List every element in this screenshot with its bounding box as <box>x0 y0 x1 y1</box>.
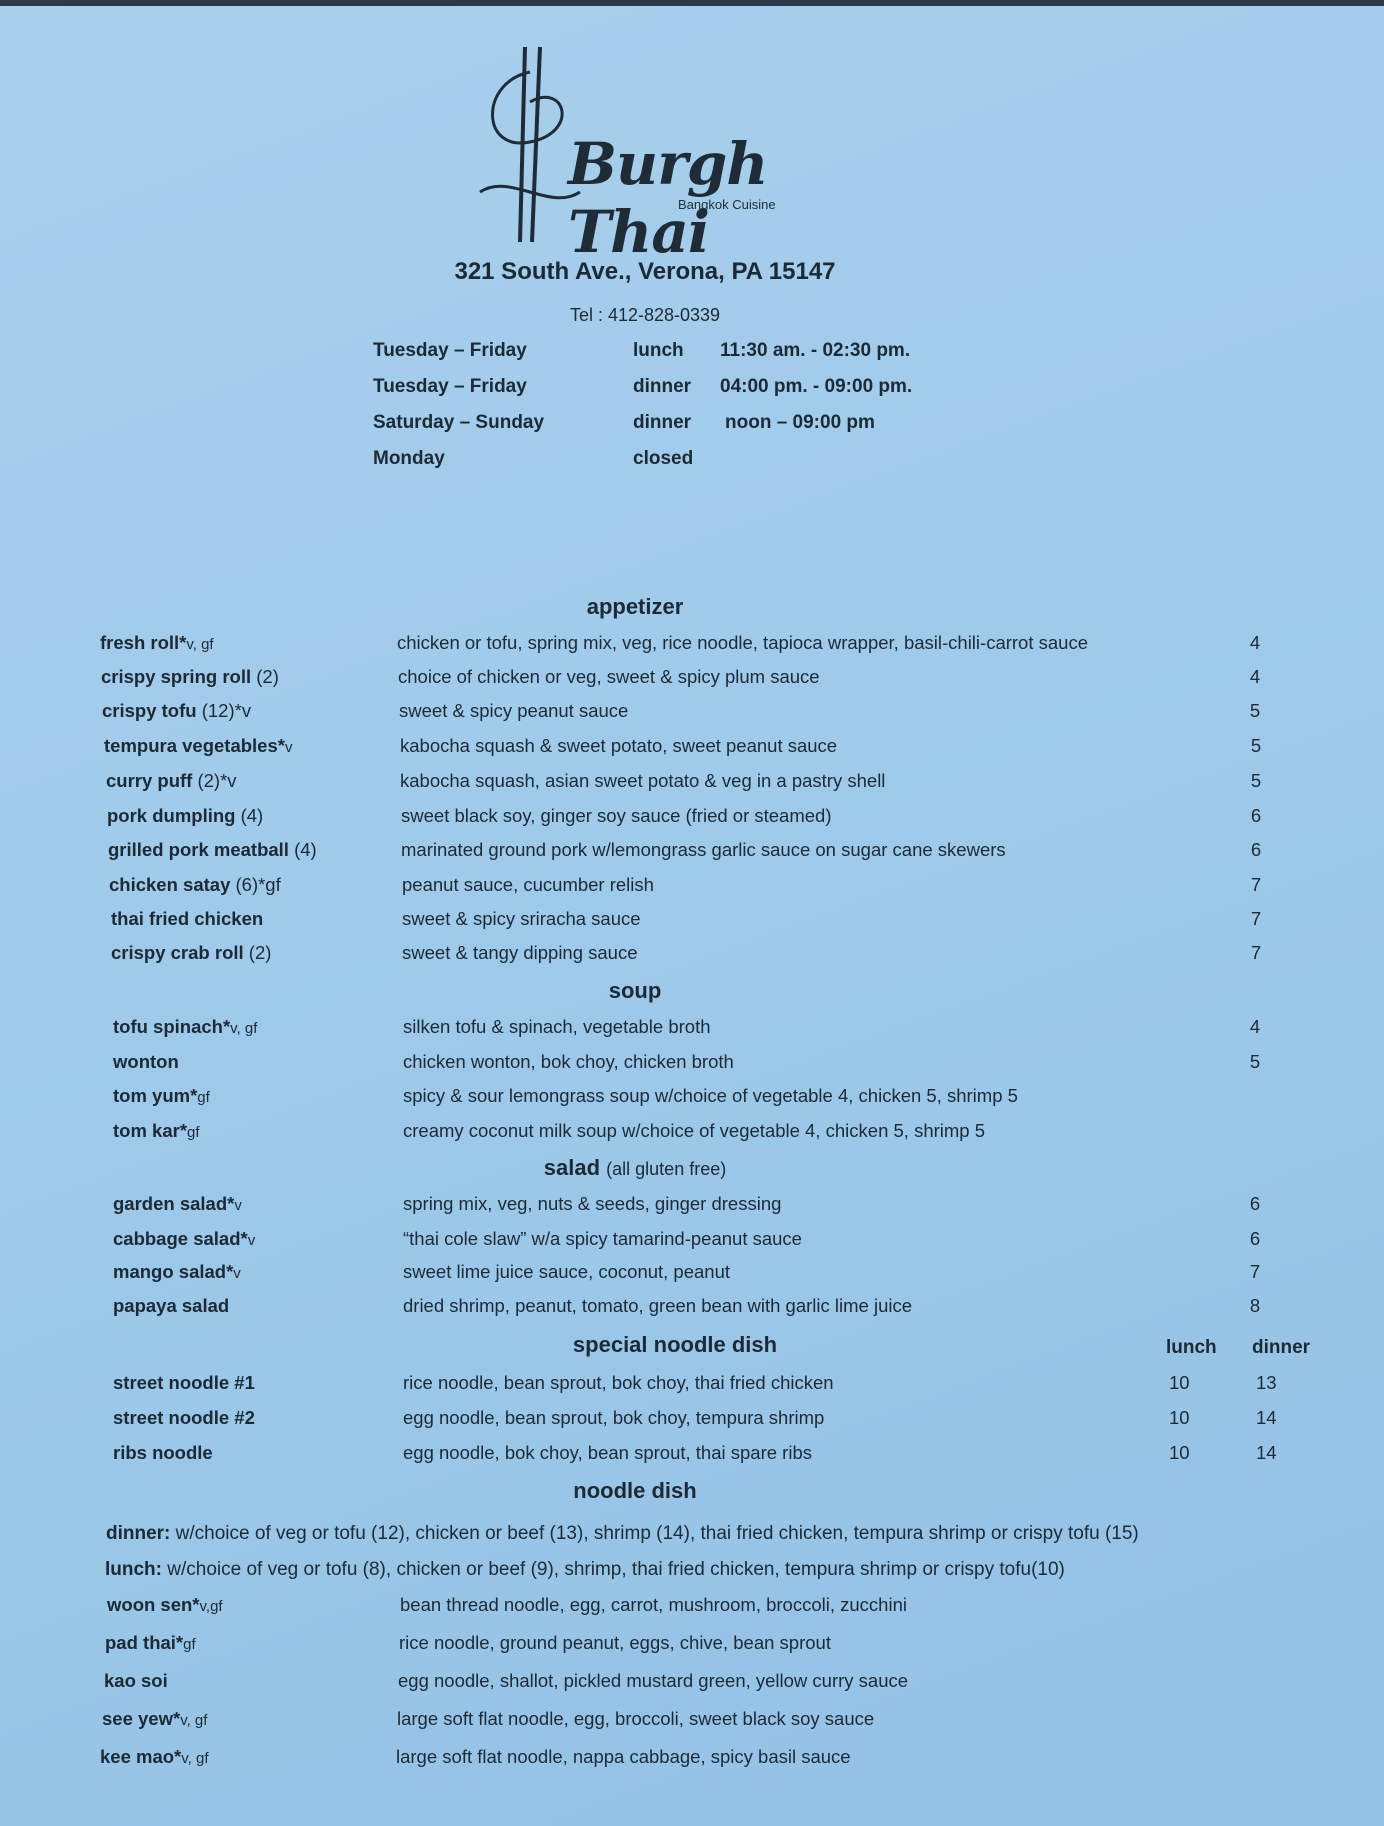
item-description: “thai cole slaw” w/a spicy tamarind-peanut sauce <box>403 1228 802 1249</box>
item-price: 5 <box>1250 770 1262 791</box>
item-price: 6 <box>1249 1228 1261 1249</box>
menu-item <box>0 770 1384 798</box>
noodle-lunch-pricing: lunch: w/choice of veg or tofu (8), chicken or beef (9), shrimp, thai fried chicken, tempura shrimp or crispy tofu(10) <box>105 1559 1065 1580</box>
item-price-dinner: 14 <box>1256 1407 1277 1428</box>
menu-item <box>0 700 1384 728</box>
column-header-lunch: lunch <box>1166 1337 1217 1358</box>
item-price: 7 <box>1250 942 1262 963</box>
item-description: sweet & spicy sriracha sauce <box>402 908 641 929</box>
item-name: street noodle #1 <box>113 1372 255 1393</box>
section-title-salad: salad (all gluten free) <box>543 1155 727 1180</box>
menu-item <box>0 1051 1384 1079</box>
restaurant-phone: Tel : 412-828-0339 <box>569 305 721 325</box>
menu-item <box>0 735 1384 763</box>
menu-item <box>0 632 1384 660</box>
item-price: 5 <box>1250 735 1262 756</box>
item-description: spring mix, veg, nuts & seeds, ginger dressing <box>403 1193 782 1214</box>
menu-item <box>0 1372 1384 1400</box>
item-description: egg noodle, shallot, pickled mustard green, yellow curry sauce <box>398 1670 909 1691</box>
item-description: egg noodle, bok choy, bean sprout, thai spare ribs <box>403 1442 812 1463</box>
item-description: large soft flat noodle, nappa cabbage, spicy basil sauce <box>396 1746 851 1767</box>
item-name: garden salad*v <box>113 1193 242 1214</box>
item-description: marinated ground pork w/lemongrass garlic sauce on sugar cane skewers <box>401 839 1006 860</box>
item-description: kabocha squash & sweet potato, sweet peanut sauce <box>400 735 838 756</box>
item-description: sweet black soy, ginger soy sauce (fried or steamed) <box>401 805 832 826</box>
restaurant-logo <box>470 42 810 266</box>
hours-time: 04:00 pm. - 09:00 pm. <box>720 376 913 397</box>
menu-item <box>0 1670 1384 1698</box>
menu-item <box>0 1594 1384 1622</box>
item-description: peanut sauce, cucumber relish <box>402 874 654 895</box>
item-name: fresh roll*v, gf <box>100 632 214 653</box>
item-price: 6 <box>1250 839 1262 860</box>
hours-meal: lunch <box>633 340 684 361</box>
item-description: sweet lime juice sauce, coconut, peanut <box>403 1261 731 1282</box>
menu-item <box>0 908 1384 936</box>
item-name: crispy spring roll (2) <box>101 666 279 687</box>
item-description: spicy & sour lemongrass soup w/choice of vegetable 4, chicken 5, shrimp 5 <box>403 1085 1018 1106</box>
logo-subtitle: Bangkok Cuisine <box>678 197 776 212</box>
item-price-lunch: 10 <box>1169 1372 1190 1393</box>
item-description: rice noodle, bean sprout, bok choy, thai fried chicken <box>403 1372 834 1393</box>
menu-item <box>0 1016 1384 1044</box>
menu-item <box>0 805 1384 833</box>
paper-top-edge <box>0 0 1384 6</box>
item-name: cabbage salad*v <box>113 1228 256 1249</box>
menu-item <box>0 1261 1384 1289</box>
item-name: woon sen*v,gf <box>107 1594 223 1615</box>
menu-item <box>0 1228 1384 1256</box>
item-price-lunch: 10 <box>1169 1407 1190 1428</box>
item-price-lunch: 10 <box>1169 1442 1190 1463</box>
hours-days: Tuesday – Friday <box>373 340 527 361</box>
item-name: pad thai*gf <box>105 1632 196 1653</box>
hours-days: Saturday – Sunday <box>373 412 545 433</box>
hours-meal: closed <box>633 448 694 469</box>
menu-item <box>0 1193 1384 1221</box>
item-description: sweet & tangy dipping sauce <box>402 942 638 963</box>
item-price: 7 <box>1250 908 1262 929</box>
item-price: 7 <box>1249 1261 1261 1282</box>
item-description: silken tofu & spinach, vegetable broth <box>403 1016 711 1037</box>
item-price: 6 <box>1249 1193 1261 1214</box>
menu-item <box>0 1708 1384 1736</box>
hours-time: noon – 09:00 pm <box>725 412 875 433</box>
item-name: street noodle #2 <box>113 1407 255 1428</box>
item-price-dinner: 14 <box>1256 1442 1277 1463</box>
item-name: wonton <box>113 1051 179 1072</box>
hours-days: Tuesday – Friday <box>373 376 527 397</box>
item-name: crispy crab roll (2) <box>111 942 272 963</box>
item-price: 7 <box>1250 874 1262 895</box>
item-description: chicken wonton, bok choy, chicken broth <box>403 1051 734 1072</box>
item-name: papaya salad <box>113 1295 230 1316</box>
column-header-dinner: dinner <box>1252 1337 1311 1358</box>
item-name: kee mao*v, gf <box>100 1746 209 1767</box>
item-description: large soft flat noodle, egg, broccoli, sweet black soy sauce <box>397 1708 875 1729</box>
item-price: 4 <box>1249 632 1261 653</box>
menu-item <box>0 874 1384 902</box>
section-title-noodle: noodle dish <box>573 1478 697 1503</box>
item-description: rice noodle, ground peanut, eggs, chive, bean sprout <box>399 1632 831 1653</box>
noodle-dinner-pricing: dinner: w/choice of veg or tofu (12), chicken or beef (13), shrimp (14), thai fried chicken, tempura shrimp or crispy tofu (15) <box>106 1523 1139 1544</box>
item-name: crispy tofu (12)*v <box>102 700 252 721</box>
item-description: bean thread noodle, egg, carrot, mushroom, broccoli, zucchini <box>400 1594 907 1615</box>
salad-note: (all gluten free) <box>606 1159 727 1179</box>
item-description: creamy coconut milk soup w/choice of vegetable 4, chicken 5, shrimp 5 <box>403 1120 986 1141</box>
item-name: ribs noodle <box>113 1442 213 1463</box>
menu-item <box>0 1295 1384 1323</box>
item-name: pork dumpling (4) <box>107 805 264 826</box>
item-name: tempura vegetables*v <box>104 735 293 756</box>
item-price: 5 <box>1249 700 1261 721</box>
item-description: dried shrimp, peanut, tomato, green bean with garlic lime juice <box>403 1295 913 1316</box>
menu-item <box>0 1746 1384 1774</box>
menu-item <box>0 1120 1384 1148</box>
hours-meal: dinner <box>633 412 692 433</box>
menu-item <box>0 1085 1384 1113</box>
item-description: choice of chicken or veg, sweet & spicy plum sauce <box>398 666 820 687</box>
item-price-dinner: 13 <box>1256 1372 1277 1393</box>
item-description: egg noodle, bean sprout, bok choy, tempura shrimp <box>403 1407 825 1428</box>
item-name: tom yum*gf <box>113 1085 210 1106</box>
menu-item <box>0 839 1384 867</box>
menu-item <box>0 942 1384 970</box>
item-price: 4 <box>1249 1016 1261 1037</box>
section-title-soup: soup <box>608 978 662 1003</box>
item-name: curry puff (2)*v <box>106 770 237 791</box>
item-name: tofu spinach*v, gf <box>113 1016 258 1037</box>
item-description: sweet & spicy peanut sauce <box>399 700 629 721</box>
item-name: mango salad*v <box>113 1261 241 1282</box>
menu-item <box>0 666 1384 694</box>
menu-item <box>0 1442 1384 1470</box>
hours-days: Monday <box>373 448 445 469</box>
menu-item <box>0 1407 1384 1435</box>
item-description: kabocha squash, asian sweet potato & veg in a pastry shell <box>400 770 886 791</box>
item-price: 5 <box>1249 1051 1261 1072</box>
item-name: kao soi <box>104 1670 168 1691</box>
logo-script-text: Burgh Thai <box>568 130 768 266</box>
hours-meal: dinner <box>633 376 692 397</box>
section-title-appetizer: appetizer <box>586 594 684 619</box>
item-name: thai fried chicken <box>111 908 264 929</box>
section-title-special-noodle: special noodle dish <box>572 1332 778 1357</box>
item-name: see yew*v, gf <box>102 1708 208 1729</box>
item-name: chicken satay (6)*gf <box>109 874 281 895</box>
item-name: grilled pork meatball (4) <box>108 839 317 860</box>
item-price: 8 <box>1249 1295 1261 1316</box>
item-name: tom kar*gf <box>113 1120 200 1141</box>
hours-time: 11:30 am. - 02:30 pm. <box>720 340 911 361</box>
restaurant-address: 321 South Ave., Verona, PA 15147 <box>454 258 836 285</box>
item-price: 6 <box>1250 805 1262 826</box>
item-description: chicken or tofu, spring mix, veg, rice noodle, tapioca wrapper, basil-chili-carrot sauce <box>397 632 1088 653</box>
menu-item <box>0 1632 1384 1660</box>
item-price: 4 <box>1249 666 1261 687</box>
